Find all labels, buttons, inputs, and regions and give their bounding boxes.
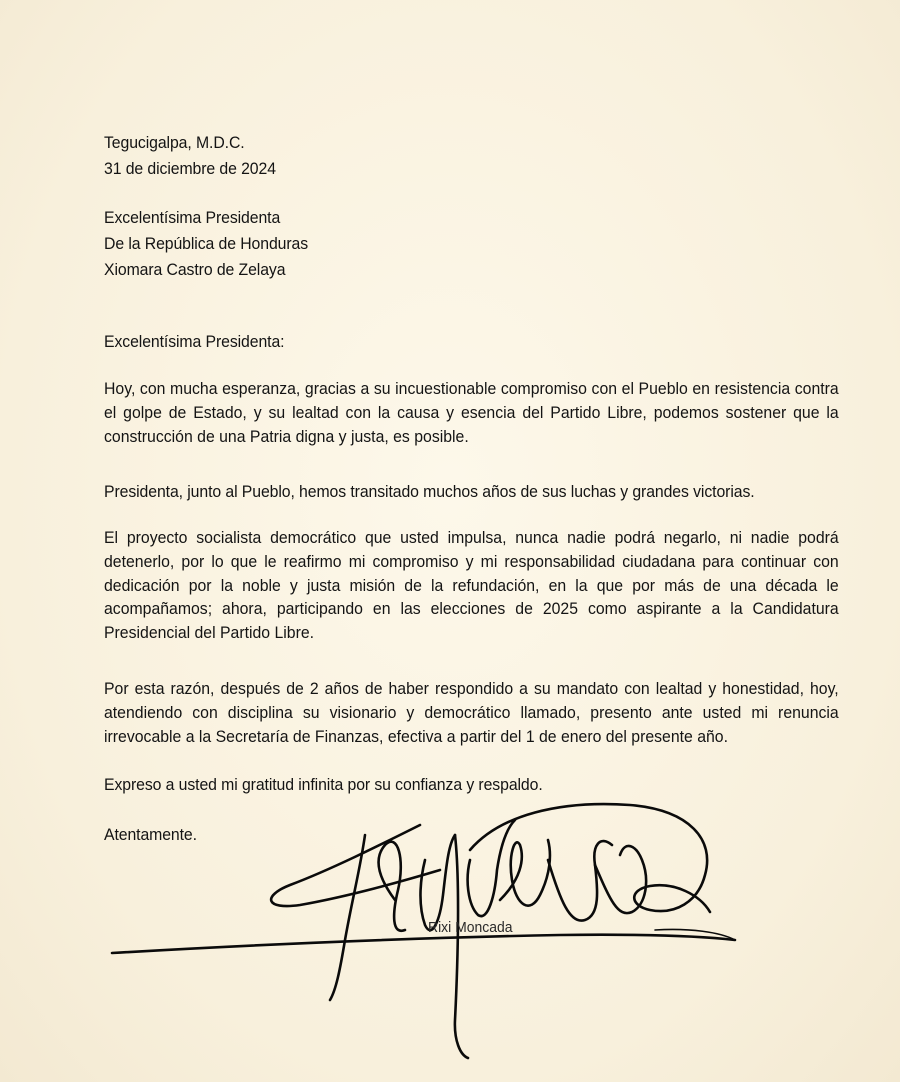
letter-paragraph-2: Presidenta, junto al Pueblo, hemos transitado muchos años de sus luchas y grandes victorias.: [104, 482, 755, 501]
letter-paragraph-1: Hoy, con mucha esperanza, gracias a su incuestionable compromiso con el Pueblo en resistencia contra el golpe de Estado, y su lealtad con la causa y esencia del Partido Libre, podemos sostener que la construcción de una Patria digna y justa, es posible.: [104, 379, 839, 446]
recipient-name: Xiomara Castro de Zelaya: [104, 260, 286, 279]
letter-date: 31 de diciembre de 2024: [104, 159, 276, 178]
letter-closing: Atentamente.: [104, 825, 197, 844]
signer-name: Rixi Moncada: [428, 919, 513, 936]
recipient-country: De la República de Honduras: [104, 234, 309, 253]
letter-paragraph-5: Expreso a usted mi gratitud infinita por su confianza y respaldo.: [104, 775, 543, 794]
letter-paragraph-3: El proyecto socialista democrático que usted impulsa, nunca nadie podrá negarlo, ni nadie podrá detenerlo, por lo que le reafirmo mi compromiso y mi responsabilidad ciudadana para continuar con dedicación por la noble y justa misión de la refundación, en la que por más de una década le acompañamos; ahora, participando en las elecciones de 2025 como aspirante a la Candidatura Presidencial del Partido Libre.: [104, 528, 839, 643]
letter-salutation: Excelentísima Presidenta:: [104, 332, 285, 351]
letter-paragraph-4: Por esta razón, después de 2 años de haber respondido a su mandato con lealtad y honestidad, hoy, atendiendo con disciplina su visionario y democrático llamado, presento ante usted mi renuncia irrevocable a la Secretaría de Finanzas, efectiva a partir del 1 de enero del presente año.: [104, 679, 839, 746]
recipient-title: Excelentísima Presidenta: [104, 208, 281, 227]
letter-place: Tegucigalpa, M.D.C.: [104, 133, 245, 152]
